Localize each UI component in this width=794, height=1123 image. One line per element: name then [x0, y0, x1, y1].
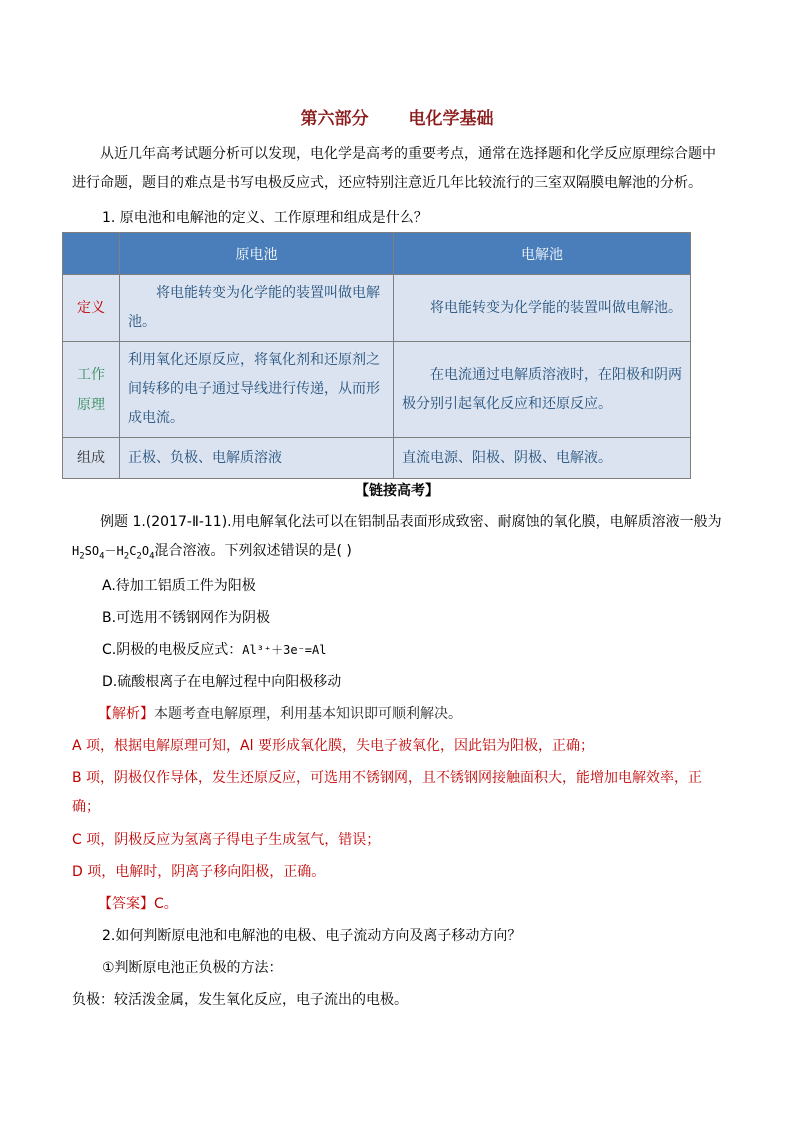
page-title: [0, 104, 794, 129]
analysis-text: 本题考查电解原理，利用基本知识即可顺利解决。: [154, 706, 462, 722]
option-a: A.待加工铝质工件为阳极: [102, 578, 256, 594]
option-c: C.阴极的电极反应式：Al³⁺＋3e⁻=Al: [102, 642, 327, 658]
cell-electrolytic-composition: 直流电源、阳极、阴极、电解液。: [394, 438, 691, 479]
table-row: [63, 342, 691, 438]
example-tail: 混合溶液。下列叙述错误的是( ): [154, 543, 352, 559]
row-label-principle: [63, 342, 120, 438]
example-lead: 例题 1.(2017-Ⅱ-11).用电解氧化法可以在铝制品表面形成致密、耐腐蚀的氧化膜，电解质溶液一般为: [100, 514, 722, 530]
answer-tag: 【答案】: [98, 896, 154, 912]
cell-galvanic-principle: 利用氧化还原反应，将氧化剂和还原剂之间转移的电子通过导线进行传递，从而形成电流。: [120, 342, 394, 438]
header-galvanic-cell: 原电池: [120, 233, 394, 275]
cathode-equation: Al³⁺＋3e⁻=Al: [242, 643, 327, 657]
table-row: [63, 438, 691, 479]
option-d: D.硫酸根离子在电解过程中向阳极移动: [102, 674, 342, 690]
cell-electrolytic-definition: 将电能转变为化学能的装置叫做电解池。: [394, 275, 691, 342]
row-label-composition: 组成: [63, 438, 120, 479]
table-corner: [63, 233, 120, 275]
row-label-principle-line1: 工作: [77, 366, 105, 383]
electrolyte-formula: $H_2SO_4-H_2C_2O_4$: [72, 544, 155, 562]
title-name: 电化学基础: [408, 109, 494, 129]
row-label-definition: 定义: [63, 275, 120, 342]
question-2: 2.如何判断原电池和电解池的电极、电子流动方向及离子移动方向？: [102, 928, 522, 944]
header-electrolytic-cell: 电解池: [394, 233, 691, 275]
analysis-intro: [98, 700, 462, 729]
row-label-principle-line2: 原理: [77, 396, 105, 413]
answer-line: [98, 890, 178, 919]
intro-paragraph: 从近几年高考试题分析可以发现，电化学是高考的重要考点，通常在选择题和化学反应原理综合题中进行命题，题目的难点是书写电极反应式，还应特别注意近几年比较流行的三室双隔膜电解池的分析。: [72, 146, 716, 191]
analysis-c: C 项，阴极反应为氢离子得电子生成氢气，错误；: [72, 832, 381, 848]
example-question: [72, 508, 724, 571]
analysis-d: D 项，电解时，阴离子移向阳极，正确。: [72, 864, 326, 880]
table-header-row: [63, 233, 691, 275]
negative-electrode-definition: 负极：较活泼金属，发生氧化反应，电子流出的电极。: [72, 992, 408, 1008]
analysis-b: B 项，阴极仅作导体，发生还原反应，可选用不锈钢网，且不锈钢网接触面积大，能增加电解效率，正确；: [72, 770, 703, 815]
cell-galvanic-definition: 将电能转变为化学能的装置叫做电解池。: [120, 275, 394, 342]
comparison-table: [62, 232, 691, 479]
cell-electrolytic-principle: 在电流通过电解质溶液时，在阳极和阴两极分别引起氧化反应和还原反应。: [394, 342, 691, 438]
question-1: 1. 原电池和电解池的定义、工作原理和组成是什么？: [102, 210, 428, 226]
cell-galvanic-composition: 正极、负极、电解质溶液: [120, 438, 394, 479]
step-1-heading: ①判断原电池正负极的方法：: [102, 960, 283, 976]
title-part: 第六部分: [300, 109, 369, 129]
table-row: [63, 275, 691, 342]
analysis-tag: 【解析】: [98, 706, 154, 722]
answer-value: C。: [154, 896, 178, 912]
analysis-a: A 项，根据电解原理可知，Al 要形成氧化膜，失电子被氧化，因此铝为阳极，正确；: [72, 738, 594, 754]
option-b: B.可选用不锈钢网作为阴极: [102, 610, 271, 626]
link-exam-heading: 【链接高考】: [355, 483, 439, 499]
